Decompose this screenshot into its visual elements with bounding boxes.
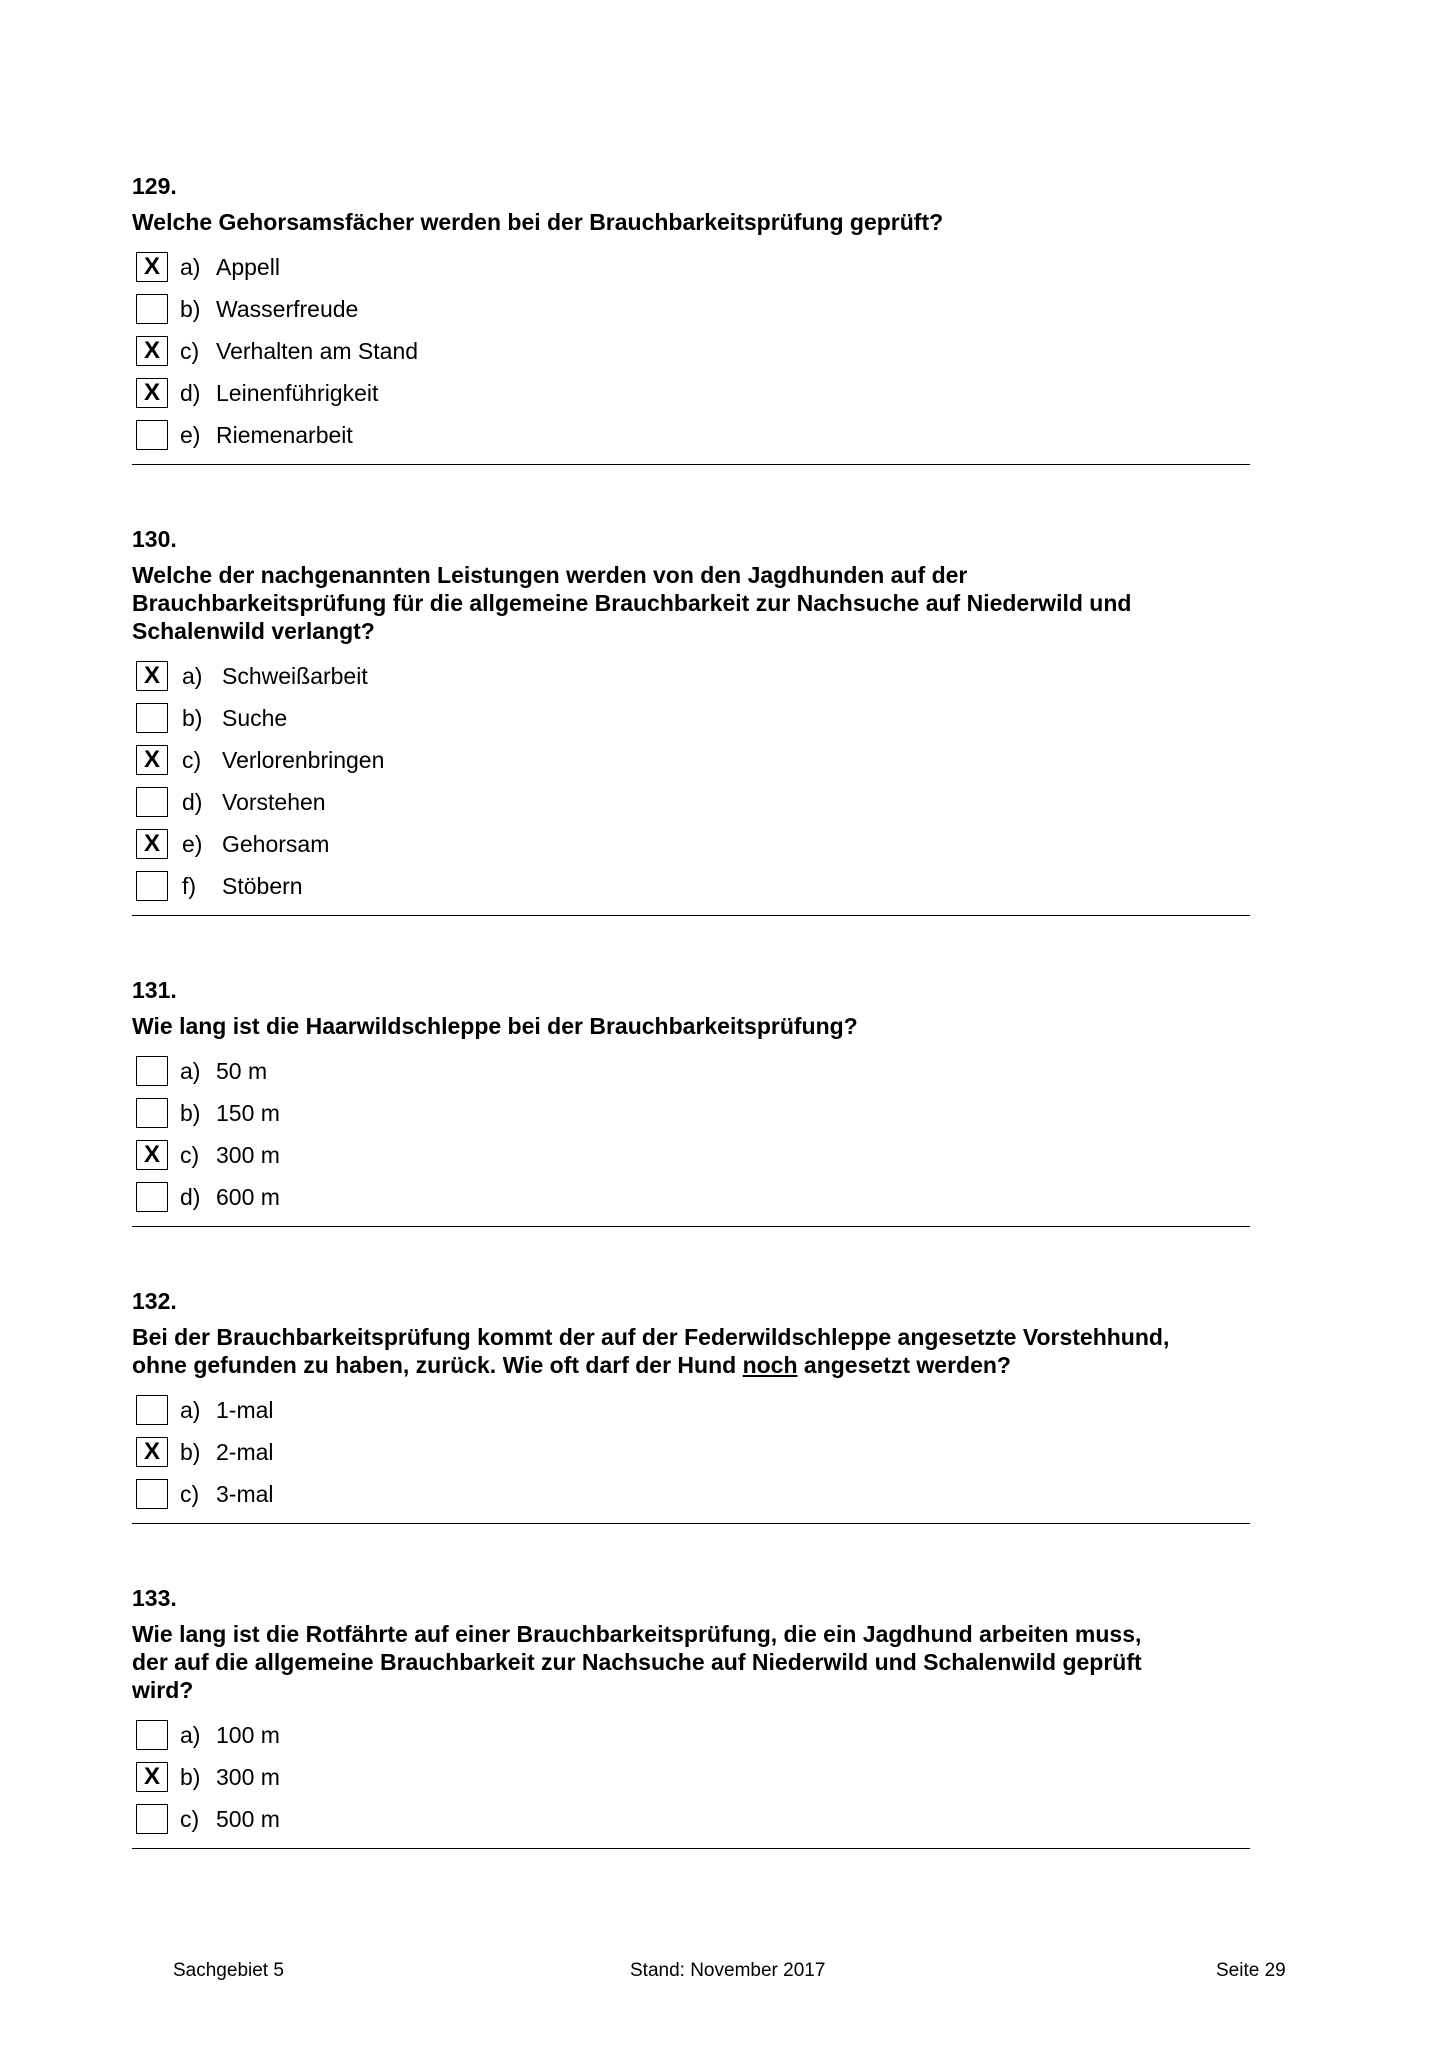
answer-text: 300 m [216,1763,280,1790]
answer-option[interactable]: c) 3-mal [132,1473,1250,1515]
answer-checkbox[interactable] [136,1395,168,1425]
answer-option[interactable]: X e) Gehorsam [132,823,1250,865]
answer-text: 50 m [216,1057,268,1084]
answer-checkbox[interactable] [136,1182,168,1212]
answer-checkbox[interactable]: X [136,378,168,408]
answer-checkbox[interactable]: X [136,1140,168,1170]
answer-option[interactable]: X c) Verlorenbringen [132,739,1250,781]
answer-checkbox[interactable] [136,871,168,901]
answer-option[interactable]: a) 1-mal [132,1389,1250,1431]
answer-text: Suche [222,704,288,731]
answer-checkbox[interactable]: X [136,829,168,859]
question-text: Welche der nachgenannten Leistungen werden von den Jagdhunden auf der Brauchbarkeitsprüfung für die allgemeine Brauchbarkeit zur Nachsuche auf Niederwild und Schalenwild verlangt? [132,562,1132,644]
answer-option[interactable]: a) 50 m [132,1050,1250,1092]
answer-checkbox[interactable] [136,1098,168,1128]
answer-option[interactable]: X b) 300 m [132,1756,1250,1798]
question-132 [132,1287,1250,1524]
question-130 [132,525,1250,916]
answer-checkbox[interactable]: X [136,1762,168,1792]
answer-text: 150 m [216,1099,280,1126]
underlined-word: noch [742,1352,798,1378]
answer-option[interactable]: b) Wasserfreude [132,288,1250,330]
answer-text: 500 m [216,1805,280,1832]
answer-text: Leinenführigkeit [216,379,379,406]
answer-text: Riemenarbeit [216,421,353,448]
answer-option[interactable]: X b) 2-mal [132,1431,1250,1473]
answer-option[interactable]: c) 500 m [132,1798,1250,1840]
answer-text: Appell [216,253,280,280]
question-number: 130. [132,526,177,552]
answer-option[interactable]: f) Stöbern [132,865,1250,907]
question-133 [132,1584,1250,1849]
answer-checkbox[interactable] [136,294,168,324]
answer-option[interactable]: e) Riemenarbeit [132,414,1250,456]
answer-checkbox[interactable] [136,420,168,450]
answer-option[interactable]: X c) 300 m [132,1134,1250,1176]
question-text: Bei der Brauchbarkeitsprüfung kommt der auf der Federwildschleppe angesetzte Vorstehhund, ohne gefunden zu haben, zurück. Wie oft darf der Hund noch angesetzt werden? [132,1324,1170,1378]
answer-option[interactable]: b) 150 m [132,1092,1250,1134]
answer-option[interactable]: X a) Appell [132,246,1250,288]
answer-text: Verlorenbringen [222,746,385,773]
answer-option[interactable]: X c) Verhalten am Stand [132,330,1250,372]
answer-checkbox[interactable] [136,787,168,817]
answer-checkbox[interactable] [136,1804,168,1834]
answer-checkbox[interactable] [136,1720,168,1750]
answer-text: 3-mal [216,1480,274,1507]
question-129 [132,172,1250,465]
answer-text: 100 m [216,1721,280,1748]
footer-section: Sachgebiet 5 [173,1960,284,1981]
answer-text: 300 m [216,1141,280,1168]
question-text: Welche Gehorsamsfächer werden bei der Brauchbarkeitsprüfung geprüft? [132,209,944,235]
answer-text: Vorstehen [222,788,326,815]
answer-text: Stöbern [222,872,303,899]
answer-checkbox[interactable]: X [136,252,168,282]
answer-option[interactable]: X d) Leinenführigkeit [132,372,1250,414]
answer-text: 1-mal [216,1396,274,1423]
answer-text: 2-mal [216,1438,274,1465]
question-number: 131. [132,977,177,1003]
question-131 [132,976,1250,1227]
answer-checkbox[interactable] [136,1056,168,1086]
question-number: 132. [132,1288,177,1314]
answer-checkbox[interactable]: X [136,745,168,775]
question-text: Wie lang ist die Haarwildschleppe bei der Brauchbarkeitsprüfung? [132,1013,858,1039]
question-number: 129. [132,173,177,199]
answer-option[interactable]: d) 600 m [132,1176,1250,1218]
answer-text: Verhalten am Stand [216,337,419,364]
answer-text: Gehorsam [222,830,330,857]
document-page [132,172,1250,1909]
answer-text: Wasserfreude [216,295,359,322]
footer-date: Stand: November 2017 [630,1960,826,1981]
answer-checkbox[interactable]: X [136,1437,168,1467]
answer-option[interactable]: a) 100 m [132,1714,1250,1756]
answer-text: Schweißarbeit [222,662,368,689]
footer-page-number: Seite 29 [1216,1960,1286,1981]
answer-option[interactable]: d) Vorstehen [132,781,1250,823]
question-text: Wie lang ist die Rotfährte auf einer Brauchbarkeitsprüfung, die ein Jagdhund arbeiten muss, der auf die allgemeine Brauchbarkeit zur Nachsuche auf Niederwild und Schalenwild geprüft wird? [132,1621,1142,1703]
answer-checkbox[interactable]: X [136,661,168,691]
answer-checkbox[interactable]: X [136,336,168,366]
answer-checkbox[interactable] [136,1479,168,1509]
question-number: 133. [132,1585,177,1611]
answer-text: 600 m [216,1183,280,1210]
answer-option[interactable]: b) Suche [132,697,1250,739]
answer-option[interactable]: X a) Schweißarbeit [132,655,1250,697]
answer-checkbox[interactable] [136,703,168,733]
